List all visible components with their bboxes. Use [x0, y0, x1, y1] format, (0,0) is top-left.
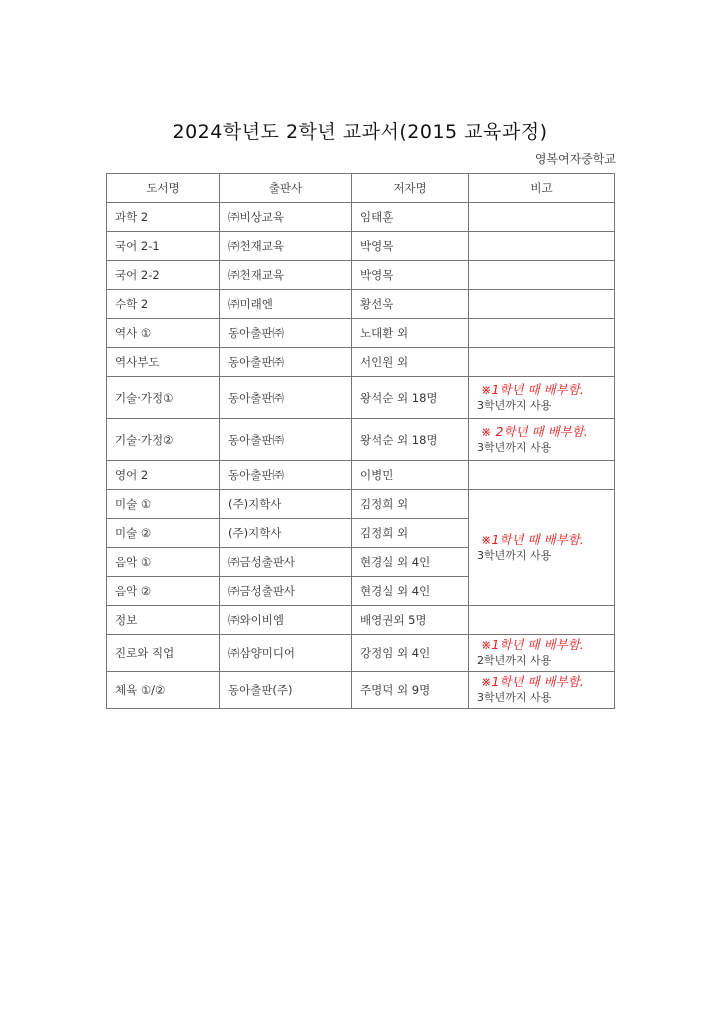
author-cell: 주명덕 외 9명 — [352, 672, 469, 709]
author-cell: 현경실 외 4인 — [352, 548, 469, 577]
publisher-cell: ㈜비상교육 — [220, 203, 352, 232]
page-title: 2024학년도 2학년 교과서(2015 교육과정) — [172, 121, 548, 143]
note-usage: 2학년까지 사용 — [477, 654, 552, 667]
book-cell: 기술·가정② — [107, 419, 220, 461]
note-cell — [469, 635, 615, 672]
publisher-cell: (주)지학사 — [220, 490, 352, 519]
author-cell: 현경실 외 4인 — [352, 577, 469, 606]
note-distribution: ※1학년 때 배부함. — [481, 381, 584, 397]
book-cell: 정보 — [107, 606, 220, 635]
note-usage: 3학년까지 사용 — [477, 440, 552, 454]
note-distribution: ※1학년 때 배부함. — [481, 637, 584, 652]
note-cell — [469, 672, 615, 709]
note-cell — [469, 461, 615, 490]
note-distribution: ※1학년 때 배부함. — [481, 531, 584, 547]
header-author: 저자명 — [352, 174, 469, 203]
note-cell — [469, 232, 615, 261]
note-cell — [469, 261, 615, 290]
book-cell: 역사부도 — [107, 348, 220, 377]
header-publisher: 출판사 — [220, 174, 352, 203]
table-row — [107, 635, 615, 672]
publisher-cell: ㈜천재교육 — [220, 261, 352, 290]
publisher-cell: ㈜금성출판사 — [220, 548, 352, 577]
author-cell: 왕석순 외 18명 — [352, 419, 469, 461]
note-distribution: ※ 2학년 때 배부함. — [481, 423, 588, 439]
note-cell — [469, 419, 615, 461]
note-cell — [469, 319, 615, 348]
table-row — [107, 419, 615, 461]
publisher-cell: ㈜와이비엠 — [220, 606, 352, 635]
author-cell: 김정희 외 — [352, 490, 469, 519]
book-cell: 과학 2 — [107, 203, 220, 232]
author-cell: 임태훈 — [352, 203, 469, 232]
note-cell — [469, 377, 615, 419]
table-row — [107, 348, 615, 377]
note-usage: 3학년까지 사용 — [477, 691, 552, 704]
table-row — [107, 606, 615, 635]
publisher-cell: 동아출판㈜ — [220, 348, 352, 377]
book-cell: 국어 2-2 — [107, 261, 220, 290]
author-cell: 서인원 외 — [352, 348, 469, 377]
publisher-cell: 동아출판㈜ — [220, 461, 352, 490]
author-cell: 황선욱 — [352, 290, 469, 319]
note-usage: 3학년까지 사용 — [477, 548, 552, 562]
table-row — [107, 232, 615, 261]
note-cell — [469, 290, 615, 319]
publisher-cell: 동아출판㈜ — [220, 319, 352, 348]
book-cell: 진로와 직업 — [107, 635, 220, 672]
table-row — [107, 261, 615, 290]
author-cell: 이병민 — [352, 461, 469, 490]
note-distribution: ※1학년 때 배부함. — [481, 674, 584, 689]
table-row — [107, 290, 615, 319]
publisher-cell: 동아출판(주) — [220, 672, 352, 709]
table-row — [107, 490, 615, 519]
publisher-cell: 동아출판㈜ — [220, 419, 352, 461]
book-cell: 미술 ② — [107, 519, 220, 548]
book-cell: 수학 2 — [107, 290, 220, 319]
book-cell: 국어 2-1 — [107, 232, 220, 261]
book-cell: 기술·가정① — [107, 377, 220, 419]
author-cell: 배영권외 5명 — [352, 606, 469, 635]
publisher-cell: (주)지학사 — [220, 519, 352, 548]
book-cell: 음악 ② — [107, 577, 220, 606]
table-row — [107, 672, 615, 709]
table-row — [107, 319, 615, 348]
header-note: 비고 — [469, 174, 615, 203]
note-cell — [469, 490, 615, 606]
book-cell: 음악 ① — [107, 548, 220, 577]
publisher-cell: ㈜천재교육 — [220, 232, 352, 261]
note-usage: 3학년까지 사용 — [477, 398, 552, 412]
publisher-cell: 동아출판㈜ — [220, 377, 352, 419]
textbook-table — [106, 173, 615, 709]
header-book: 도서명 — [107, 174, 220, 203]
book-cell: 미술 ① — [107, 490, 220, 519]
book-cell: 역사 ① — [107, 319, 220, 348]
publisher-cell: ㈜미래엔 — [220, 290, 352, 319]
note-cell — [469, 348, 615, 377]
author-cell: 박영목 — [352, 232, 469, 261]
table-row — [107, 377, 615, 419]
publisher-cell: ㈜삼양미디어 — [220, 635, 352, 672]
table-row — [107, 203, 615, 232]
author-cell: 왕석순 외 18명 — [352, 377, 469, 419]
publisher-cell: ㈜금성출판사 — [220, 577, 352, 606]
book-cell: 영어 2 — [107, 461, 220, 490]
author-cell: 노대환 외 — [352, 319, 469, 348]
book-cell: 체육 ①/② — [107, 672, 220, 709]
table-header-row — [107, 174, 615, 203]
note-cell — [469, 203, 615, 232]
author-cell: 강정임 외 4인 — [352, 635, 469, 672]
table-row — [107, 461, 615, 490]
school-name: 영복여자중학교 — [534, 152, 616, 166]
note-cell — [469, 606, 615, 635]
author-cell: 김정희 외 — [352, 519, 469, 548]
author-cell: 박영목 — [352, 261, 469, 290]
